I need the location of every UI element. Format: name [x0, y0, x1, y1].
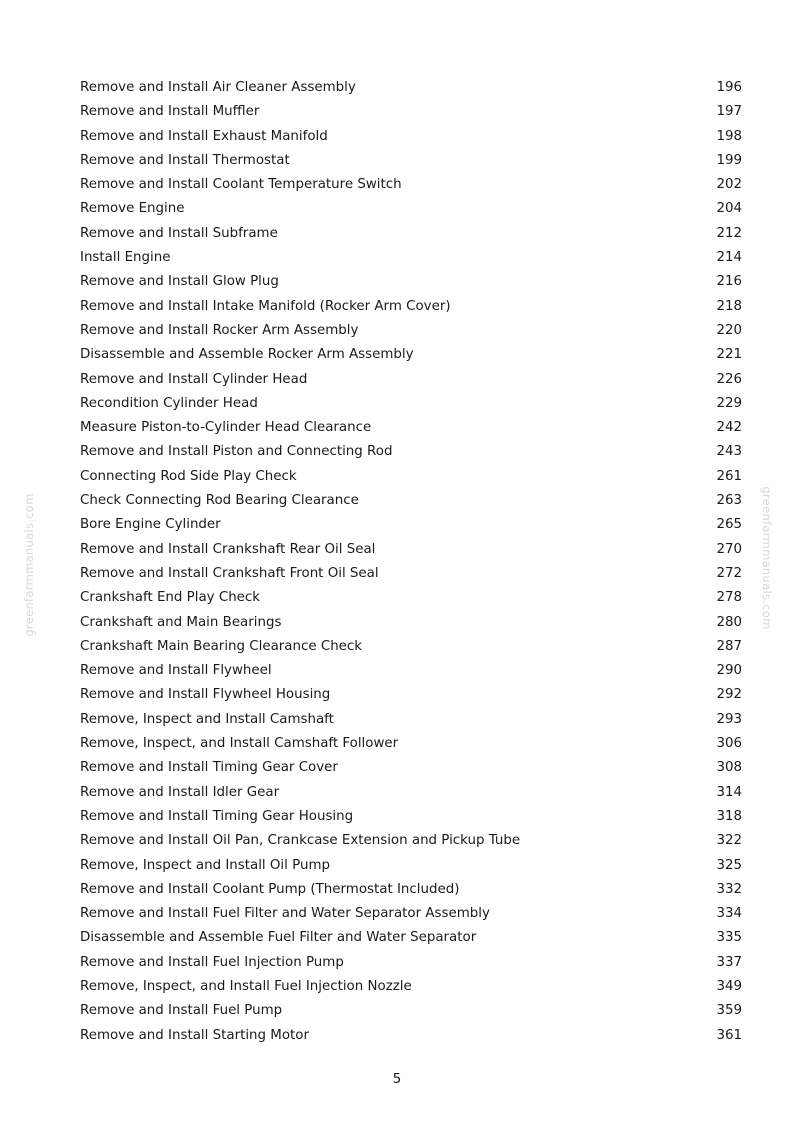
toc-entry[interactable]: [80, 683, 742, 707]
toc-entry-page: 212: [716, 225, 742, 241]
toc-entry[interactable]: [80, 999, 742, 1023]
toc-entry[interactable]: [80, 586, 742, 610]
toc-entry-page: 221: [716, 347, 742, 363]
toc-entry-page: 261: [716, 468, 742, 484]
toc-entry-page: 270: [716, 541, 742, 557]
toc-entry-title: Remove and Install Glow Plug: [80, 274, 279, 290]
toc-entry-title: Remove and Install Intake Manifold (Rocker Arm Cover): [80, 298, 451, 314]
toc-entry-title: Remove, Inspect, and Install Camshaft Follower: [80, 736, 399, 752]
toc-entry-page: 226: [716, 371, 742, 387]
toc-entry-title: Remove and Install Thermostat: [80, 152, 290, 168]
toc-entry-page: 216: [716, 274, 742, 290]
toc-entry[interactable]: [80, 1024, 742, 1048]
toc-entry-title: Remove and Install Flywheel: [80, 663, 272, 679]
toc-entry-page: 337: [716, 954, 742, 970]
toc-entry[interactable]: [80, 829, 742, 853]
toc-entry[interactable]: [80, 805, 742, 829]
toc-entry-title: Remove and Install Crankshaft Rear Oil Seal: [80, 541, 376, 557]
toc-entry-title: Remove, Inspect, and Install Fuel Injection Nozzle: [80, 978, 412, 994]
toc-entry-page: 322: [716, 833, 742, 849]
toc-entry-title: Crankshaft Main Bearing Clearance Check: [80, 638, 363, 654]
toc-entry[interactable]: [80, 76, 742, 100]
toc-entry[interactable]: [80, 926, 742, 950]
toc-entry-page: 196: [716, 80, 742, 95]
toc-entry-title: Remove and Install Subframe: [80, 225, 278, 241]
toc-entry-title: Remove and Install Coolant Pump (Thermostat Included): [80, 881, 460, 897]
toc-entry-page: 318: [716, 808, 742, 824]
toc-entry-page: 332: [716, 881, 742, 897]
toc-entry-title: Remove and Install Oil Pan, Crankcase Extension and Pickup Tube: [80, 833, 521, 849]
toc-entry-title: Connecting Rod Side Play Check: [80, 468, 297, 484]
toc-entry[interactable]: [80, 854, 742, 878]
toc-entry[interactable]: [80, 246, 742, 270]
toc-entry-page: 242: [716, 420, 742, 436]
toc-entry-title: Remove and Install Fuel Pump: [80, 1003, 283, 1019]
toc-entry[interactable]: [80, 659, 742, 683]
toc-entry-title: Remove and Install Flywheel Housing: [80, 687, 331, 703]
toc-entry-title: Remove and Install Muffler: [80, 104, 260, 120]
toc-entry-page: 308: [716, 760, 742, 776]
toc-entry[interactable]: [80, 197, 742, 221]
toc-entry[interactable]: [80, 611, 742, 635]
toc-entry-title: Crankshaft and Main Bearings: [80, 614, 282, 630]
toc-entry-page: 290: [716, 663, 742, 679]
toc-entry-title: Remove and Install Timing Gear Cover: [80, 760, 338, 776]
toc-entry[interactable]: [80, 173, 742, 197]
toc-entry-page: 197: [716, 104, 742, 120]
toc-entry-page: 265: [716, 517, 742, 533]
toc-entry-title: Check Connecting Rod Bearing Clearance: [80, 493, 359, 509]
toc-entry-page: 359: [716, 1003, 742, 1019]
toc-entry-title: Remove and Install Coolant Temperature Switch: [80, 177, 402, 193]
toc-entry-page: 325: [716, 857, 742, 873]
toc-entry[interactable]: [80, 149, 742, 173]
toc-entry[interactable]: [80, 902, 742, 926]
toc-entry-title: Remove and Install Rocker Arm Assembly: [80, 322, 359, 338]
toc-entry-page: 198: [716, 128, 742, 144]
toc-entry[interactable]: [80, 222, 742, 246]
toc-entry-page: 287: [716, 638, 742, 654]
toc-entry[interactable]: [80, 343, 742, 367]
toc-entry[interactable]: [80, 878, 742, 902]
toc-entry[interactable]: [80, 489, 742, 513]
toc-entry[interactable]: [80, 513, 742, 537]
toc-entry[interactable]: [80, 416, 742, 440]
toc-entry-page: 229: [716, 395, 742, 411]
toc-entry-page: 349: [716, 978, 742, 994]
toc-entry-title: Remove and Install Cylinder Head: [80, 371, 308, 387]
toc-entry[interactable]: [80, 270, 742, 294]
toc-entry[interactable]: [80, 635, 742, 659]
toc-entry-title: Remove and Install Fuel Filter and Water Separator Assembly: [80, 906, 490, 922]
toc-entry-page: 202: [716, 177, 742, 193]
toc-entry[interactable]: [80, 100, 742, 124]
toc-entry-page: 218: [716, 298, 742, 314]
watermark-left: greenfarmmanuals.com: [22, 493, 36, 637]
toc-entry-title: Remove, Inspect and Install Camshaft: [80, 711, 334, 727]
toc-entry-page: 199: [716, 152, 742, 168]
toc-entry-page: 243: [716, 444, 742, 460]
toc-entry-title: Remove and Install Air Cleaner Assembly: [80, 80, 356, 95]
toc-entry-title: Remove and Install Fuel Injection Pump: [80, 954, 344, 970]
toc-entry[interactable]: [80, 392, 742, 416]
toc-entry-title: Disassemble and Assemble Fuel Filter and Water Separator: [80, 930, 477, 946]
toc-entry-page: 335: [716, 930, 742, 946]
toc-entry-page: 204: [716, 201, 742, 217]
toc-entry-title: Measure Piston-to-Cylinder Head Clearance: [80, 420, 372, 436]
toc-entry-title: Bore Engine Cylinder: [80, 517, 221, 533]
toc-entry-page: 214: [716, 250, 742, 266]
toc-entry[interactable]: [80, 368, 742, 392]
toc-entry[interactable]: [80, 975, 742, 999]
toc-entry-page: 314: [716, 784, 742, 800]
watermark-right: greenfarmmanuals.com: [760, 486, 774, 630]
toc-entry[interactable]: [80, 756, 742, 780]
toc-entry-title: Install Engine: [80, 250, 171, 266]
toc-entry-page: 263: [716, 493, 742, 509]
toc-entry-page: 293: [716, 711, 742, 727]
toc-entry-page: 278: [716, 590, 742, 606]
toc-entry[interactable]: [80, 562, 742, 586]
toc-entry[interactable]: [80, 538, 742, 562]
toc-entry[interactable]: [80, 708, 742, 732]
toc-entry-title: Disassemble and Assemble Rocker Arm Assembly: [80, 347, 414, 363]
toc-entry-page: 272: [716, 565, 742, 581]
toc-entry-title: Remove and Install Starting Motor: [80, 1027, 309, 1043]
toc-entry[interactable]: [80, 295, 742, 319]
toc-entry-page: 306: [716, 736, 742, 752]
toc-entry[interactable]: [80, 465, 742, 489]
toc-entry[interactable]: [80, 125, 742, 149]
toc-entry-page: 292: [716, 687, 742, 703]
toc-entry-title: Remove and Install Idler Gear: [80, 784, 280, 800]
toc-entry-title: Remove Engine: [80, 201, 185, 217]
page-number: 5: [392, 1072, 402, 1087]
toc-entry[interactable]: [80, 440, 742, 464]
toc-entry-page: 220: [716, 322, 742, 338]
toc-entry[interactable]: [80, 319, 742, 343]
toc-entry-title: Remove and Install Crankshaft Front Oil Seal: [80, 565, 379, 581]
toc-entry-title: Crankshaft End Play Check: [80, 590, 261, 606]
toc-entry-title: Remove and Install Exhaust Manifold: [80, 128, 328, 144]
toc-entry-title: Remove and Install Piston and Connecting Rod: [80, 444, 393, 460]
toc-entry-title: Remove and Install Timing Gear Housing: [80, 808, 354, 824]
toc-entry[interactable]: [80, 781, 742, 805]
toc-entry-title: Remove, Inspect and Install Oil Pump: [80, 857, 330, 873]
toc-entry[interactable]: [80, 951, 742, 975]
toc-entry-page: 280: [716, 614, 742, 630]
toc-entry-title: Recondition Cylinder Head: [80, 395, 258, 411]
toc-entry-page: 361: [716, 1027, 742, 1043]
toc-entry[interactable]: [80, 732, 742, 756]
table-of-contents: [80, 76, 742, 1048]
toc-entry-page: 334: [716, 906, 742, 922]
